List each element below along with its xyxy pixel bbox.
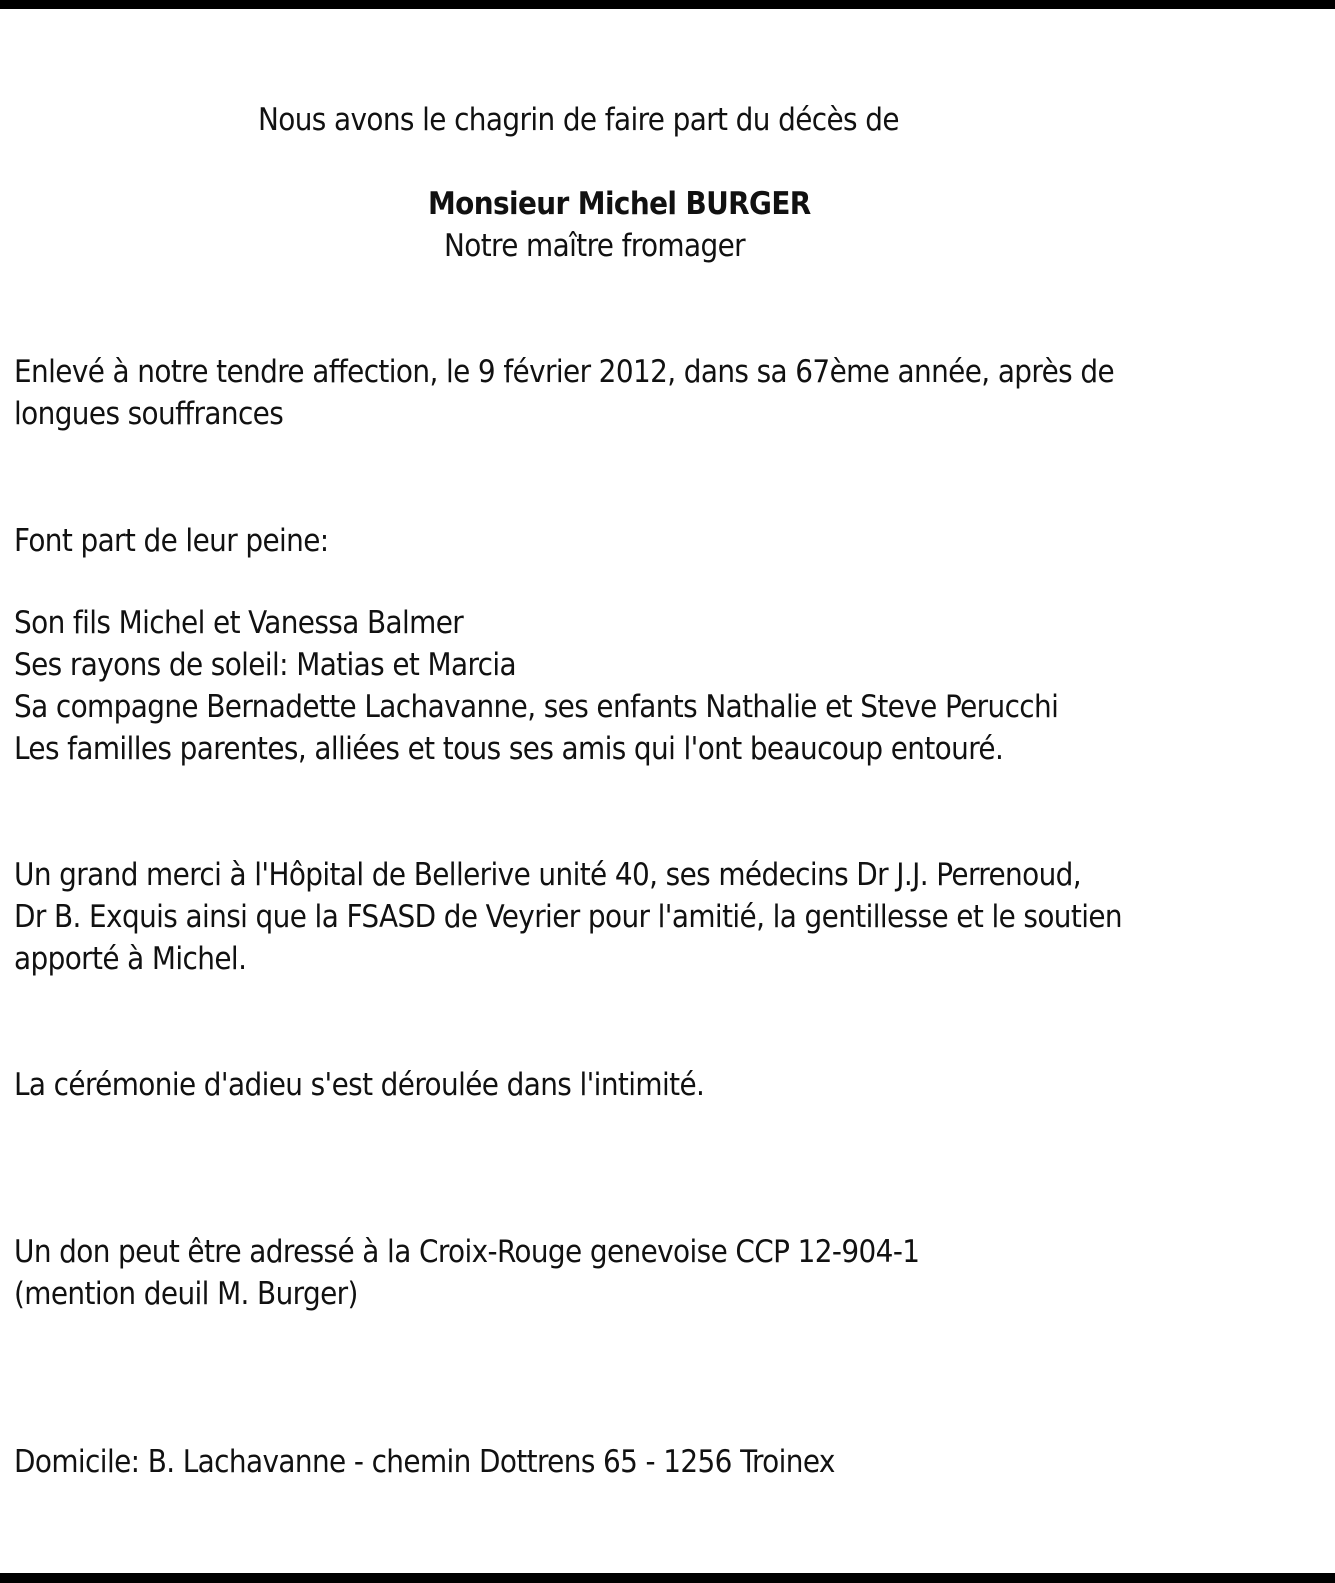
- top-border-rule: [0, 0, 1335, 9]
- donation-line-1: Un don peut être adressé à la Croix-Rouge genevoise CCP 12-904-1: [14, 1234, 920, 1270]
- domicile-text: Domicile: B. Lachavanne - chemin Dottrens 65 - 1256 Troinex: [14, 1444, 835, 1480]
- deceased-name: Monsieur Michel BURGER: [428, 186, 811, 222]
- death-notice-line-1: Enlevé à notre tendre affection, le 9 février 2012, dans sa 67ème année, après de: [14, 354, 1115, 390]
- ceremony-text: La cérémonie d'adieu s'est déroulée dans l'intimité.: [14, 1067, 705, 1103]
- mourner-line: Les familles parentes, alliées et tous ses amis qui l'ont beaucoup entouré.: [14, 731, 1004, 767]
- thanks-line-3: apporté à Michel.: [14, 941, 247, 977]
- mourner-line: Ses rayons de soleil: Matias et Marcia: [14, 647, 516, 683]
- thanks-line-2: Dr B. Exquis ainsi que la FSASD de Veyrier pour l'amitié, la gentillesse et le soutien: [14, 899, 1123, 935]
- mourner-line: Sa compagne Bernadette Lachavanne, ses enfants Nathalie et Steve Perucchi: [14, 689, 1059, 725]
- intro-text: Nous avons le chagrin de faire part du décès de: [258, 102, 899, 138]
- bottom-border-rule: [0, 1573, 1335, 1583]
- donation-line-2: (mention deuil M. Burger): [14, 1276, 358, 1312]
- deceased-role: Notre maître fromager: [444, 228, 746, 264]
- mourner-line: Son fils Michel et Vanessa Balmer: [14, 605, 464, 641]
- thanks-line-1: Un grand merci à l'Hôpital de Bellerive unité 40, ses médecins Dr J.J. Perrenoud,: [14, 857, 1082, 893]
- death-notice-line-2: longues souffrances: [14, 396, 284, 432]
- mourners-heading: Font part de leur peine:: [14, 523, 329, 559]
